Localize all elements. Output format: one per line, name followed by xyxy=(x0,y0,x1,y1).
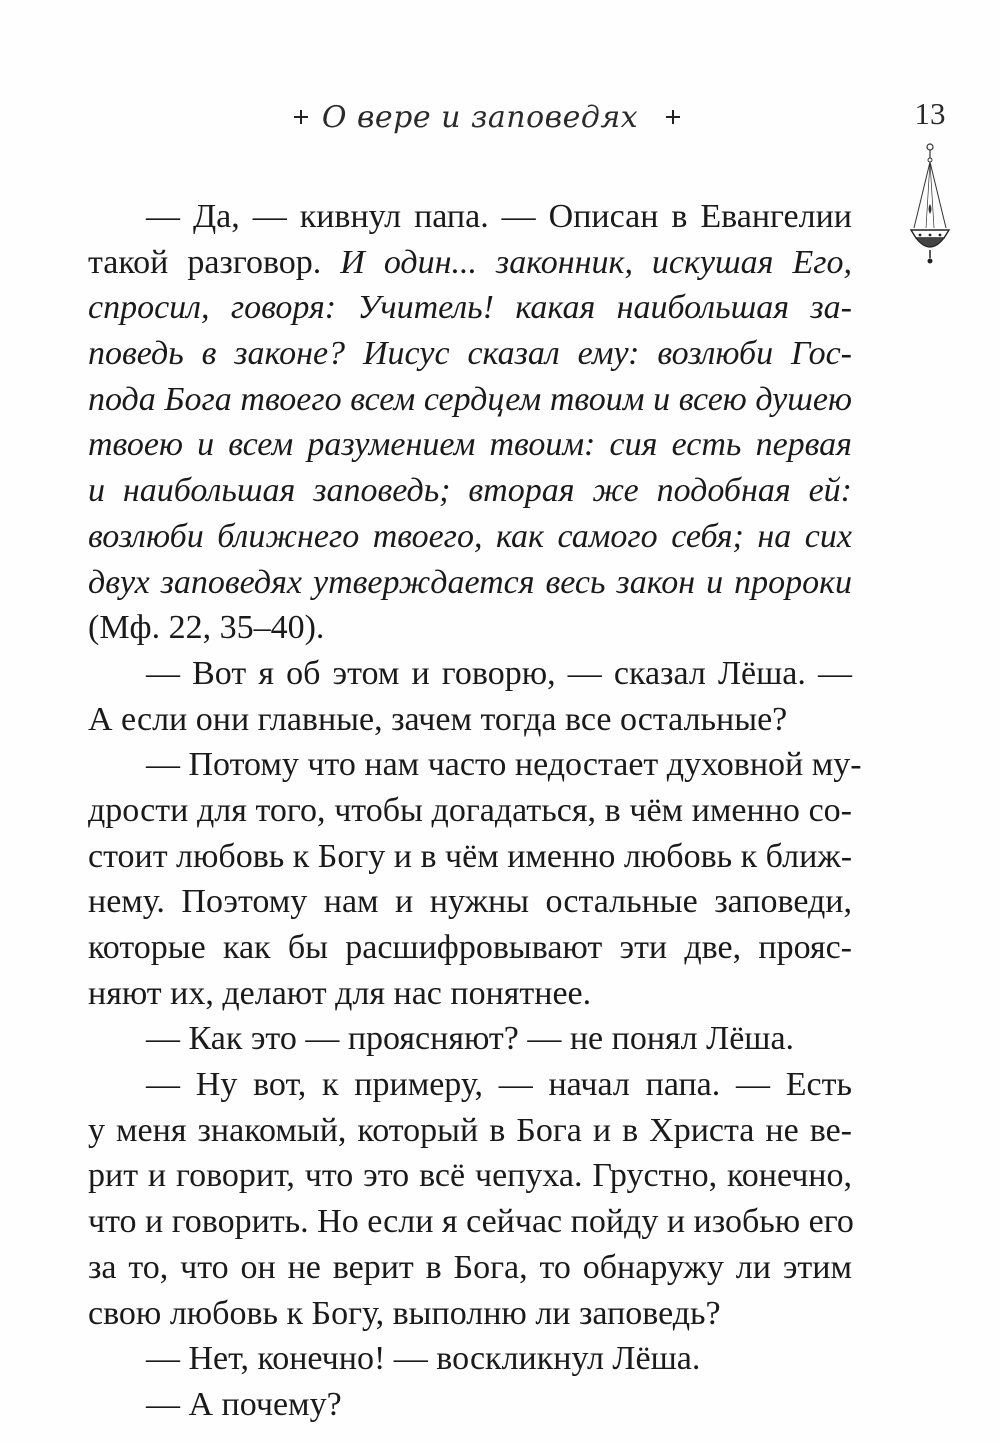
text-line xyxy=(88,240,852,286)
narrative-text: — Как это — проясняют? — не понял Лёша. xyxy=(146,1020,795,1058)
narrative-text: — Да, — кивнул папа. — Описан в Евангелии xyxy=(146,198,852,235)
narrative-text: — Нет, конечно! — воскликнул Лёша. xyxy=(146,1340,701,1378)
scripture-quote-text: спросил, говоря: Учитель! какая наибольшая за- xyxy=(88,289,852,327)
narrative-text: у меня знакомый, который в Бога и в Христа не ве- xyxy=(88,1111,852,1149)
scripture-quote-text: твоею и всем разумением твоим: сия есть первая xyxy=(88,426,852,464)
text-line xyxy=(88,834,852,880)
narrative-text: — Вот я об этом и говорю, — сказал Лёша. — xyxy=(146,654,852,692)
scripture-quote-text: пода Бога твоего всем сердцем твоим и всею душею xyxy=(88,380,852,418)
text-line xyxy=(88,742,862,788)
text-line xyxy=(88,1382,852,1428)
narrative-text: свою любовь к Богу, выполню ли заповедь? xyxy=(88,1294,721,1332)
body-text xyxy=(88,194,862,1428)
narrative-text: стоит любовь к Богу и в чём именно любовь к ближ- xyxy=(88,837,853,875)
text-line xyxy=(88,1291,852,1337)
narrative-text: — Ну вот, к примеру, — начал папа. — Есть xyxy=(146,1066,852,1104)
text-line xyxy=(88,1336,852,1382)
scripture-quote-text: возлюби ближнего твоего, как самого себя; на сих xyxy=(88,517,852,555)
narrative-text: А если они главные, зачем тогда все остальные? xyxy=(88,700,788,738)
narrative-text: такой разговор. xyxy=(88,243,341,281)
text-line xyxy=(88,285,852,331)
text-line xyxy=(88,788,852,834)
scripture-quote-text: поведь в законе? Иисус сказал ему: возлюби Гос- xyxy=(88,335,852,373)
text-line xyxy=(88,1108,852,1154)
text-line xyxy=(88,879,852,925)
narrative-text: что и говорить. Но если я сейчас пойду и изобью его xyxy=(88,1203,854,1241)
text-line xyxy=(88,331,852,377)
narrative-text: дрости для того, чтобы догадаться, в чём именно со- xyxy=(88,791,852,829)
text-line xyxy=(88,194,852,240)
hanging-lamp-icon xyxy=(908,142,952,270)
text-line xyxy=(88,925,852,971)
text-line xyxy=(88,468,852,514)
narrative-text: (Мф. 22, 35–40). xyxy=(88,609,325,647)
text-line xyxy=(88,1153,852,1199)
running-header xyxy=(300,92,660,142)
text-line xyxy=(88,971,852,1017)
page-number: 13 xyxy=(914,96,946,131)
text-line xyxy=(88,1062,852,1108)
scripture-quote-text: двух заповедях утверждается весь закон и пророки xyxy=(88,563,852,601)
text-line xyxy=(88,1245,852,1291)
text-line xyxy=(88,605,852,651)
text-line xyxy=(88,514,852,560)
text-line xyxy=(88,651,852,697)
narrative-text: нему. Поэтому нам и нужны остальные заповеди, xyxy=(88,883,852,921)
text-line xyxy=(88,1016,852,1062)
narrative-text: которые как бы расшифровывают эти две, прояс- xyxy=(88,929,852,966)
text-line xyxy=(88,697,852,743)
text-line xyxy=(88,1199,852,1245)
narrative-text: за то, что он не верит в Бога, то обнаружу ли этим xyxy=(88,1248,852,1286)
narrative-text: — Потому что нам часто недостает духовной му- xyxy=(146,746,862,784)
scripture-quote-text: И один... законник, искушая Его, xyxy=(340,243,853,281)
running-header-title: О вере и заповедях xyxy=(321,99,639,135)
scripture-quote-text: и наибольшая заповедь; вторая же подобная ей: xyxy=(88,472,852,510)
narrative-text: рит и говорит, что это всё чепуха. Грустно, конечно, xyxy=(88,1157,852,1195)
text-line xyxy=(88,560,852,606)
narrative-text: — А почему? xyxy=(146,1385,342,1423)
narrative-text: няют их, делают для нас понятнее. xyxy=(88,974,592,1012)
text-line xyxy=(88,377,852,423)
text-line xyxy=(88,422,852,468)
